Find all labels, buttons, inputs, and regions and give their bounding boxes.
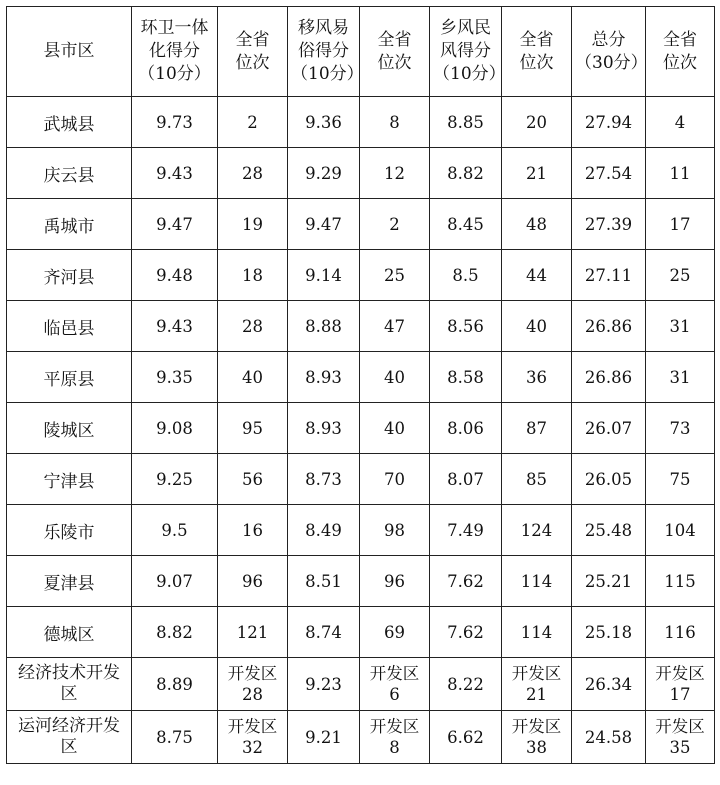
custom-score — [288, 658, 360, 711]
total-score: 27.54 — [572, 148, 646, 199]
header-line: （10分） — [433, 64, 506, 84]
table-row — [7, 352, 715, 403]
total-rank: 116 — [646, 607, 715, 658]
sanitation-score: 9.07 — [132, 556, 218, 607]
county-name — [7, 658, 132, 711]
custom-rank: 98 — [360, 505, 430, 556]
county-name: 齐河县 — [7, 250, 132, 301]
table-row — [7, 199, 715, 250]
custom-score: 9.36 — [288, 97, 360, 148]
folkway-score: 8.45 — [430, 199, 502, 250]
folkway-rank: 40 — [502, 301, 572, 352]
total-rank — [646, 658, 715, 711]
sanitation-rank: 96 — [218, 556, 288, 607]
folkway-score — [430, 658, 502, 711]
sanitation-score: 9.43 — [132, 301, 218, 352]
folkway-rank — [502, 711, 572, 764]
sanitation-score: 9.48 — [132, 250, 218, 301]
custom-score-line: 9.23 — [305, 674, 342, 694]
total-score: 27.39 — [572, 199, 646, 250]
sanitation-score: 9.25 — [132, 454, 218, 505]
header-line: 全省 — [519, 29, 554, 50]
county-name: 庆云县 — [7, 148, 132, 199]
total-score: 25.48 — [572, 505, 646, 556]
ranking-table — [6, 6, 715, 764]
folkway-score-line: 6.62 — [447, 727, 484, 747]
sanitation-rank-line: 开发区 — [227, 717, 278, 736]
county-name: 禹城市 — [7, 199, 132, 250]
sanitation-score — [132, 711, 218, 764]
sanitation-score: 9.08 — [132, 403, 218, 454]
sanitation-rank: 2 — [218, 97, 288, 148]
custom-rank-line: 8 — [389, 738, 400, 757]
sanitation-rank: 28 — [218, 148, 288, 199]
sanitation-rank: 28 — [218, 301, 288, 352]
sanitation-rank: 18 — [218, 250, 288, 301]
custom-score: 8.73 — [288, 454, 360, 505]
sanitation-score: 9.73 — [132, 97, 218, 148]
folkway-rank-line: 21 — [526, 685, 547, 704]
folkway-rank: 48 — [502, 199, 572, 250]
total-score-header — [572, 7, 646, 97]
sanitation-rank: 16 — [218, 505, 288, 556]
total-rank: 75 — [646, 454, 715, 505]
sanitation-rank-line: 32 — [242, 738, 263, 757]
total-rank: 73 — [646, 403, 715, 454]
total-rank-line: 35 — [669, 738, 691, 757]
table-row — [7, 250, 715, 301]
custom-rank: 96 — [360, 556, 430, 607]
county-name: 夏津县 — [7, 556, 132, 607]
total-score: 25.18 — [572, 607, 646, 658]
folkway-rank-line: 开发区 — [511, 717, 562, 736]
table-row — [7, 97, 715, 148]
header-line: 总分 — [591, 29, 626, 50]
folkway-rank — [502, 658, 572, 711]
county-name: 宁津县 — [7, 454, 132, 505]
custom-rank-line: 开发区 — [369, 717, 420, 736]
total-rank: 31 — [646, 301, 715, 352]
custom-rank: 70 — [360, 454, 430, 505]
folkway-score: 8.82 — [430, 148, 502, 199]
total-score: 26.86 — [572, 352, 646, 403]
header-line: 全省 — [377, 29, 412, 50]
county-name-line: 运河经济开发 — [18, 716, 120, 736]
header-line: 俗得分 — [298, 41, 349, 61]
total-score-line: 26.34 — [584, 674, 633, 694]
folkway-score-header — [430, 7, 506, 97]
total-rank: 104 — [646, 505, 715, 556]
sanitation-rank: 40 — [218, 352, 288, 403]
header-line: 风得分 — [440, 41, 491, 61]
total-score: 25.21 — [572, 556, 646, 607]
sanitation-score: 9.5 — [132, 505, 218, 556]
county-name: 乐陵市 — [7, 505, 132, 556]
folkway-score — [430, 711, 502, 764]
total-score: 26.05 — [572, 454, 646, 505]
sanitation-rank — [218, 711, 288, 764]
county-name-line: 经济技术开发 — [18, 663, 120, 683]
table-row — [7, 403, 715, 454]
header-line: 位次 — [235, 52, 270, 73]
folkway-score: 8.07 — [430, 454, 502, 505]
folkway-rank: 36 — [502, 352, 572, 403]
header-line: 化得分 — [149, 41, 200, 61]
folkway-score-line: 8.22 — [447, 674, 484, 694]
folkway-rank: 21 — [502, 148, 572, 199]
total-rank-line: 开发区 — [655, 717, 705, 736]
header-line: 移风易 — [298, 18, 349, 38]
total-rank-line: 开发区 — [655, 664, 705, 683]
header-line: 环卫一体 — [140, 18, 209, 38]
custom-rank: 25 — [360, 250, 430, 301]
total-rank: 25 — [646, 250, 715, 301]
sanitation-rank-header — [218, 7, 288, 97]
sanitation-score: 8.82 — [132, 607, 218, 658]
total-rank-line: 17 — [669, 685, 691, 704]
custom-score: 9.47 — [288, 199, 360, 250]
folkway-score: 8.85 — [430, 97, 502, 148]
folkway-score: 8.06 — [430, 403, 502, 454]
total-score: 26.86 — [572, 301, 646, 352]
sanitation-score: 9.47 — [132, 199, 218, 250]
folkway-rank: 114 — [502, 607, 572, 658]
custom-score-header — [288, 7, 364, 97]
county-name: 临邑县 — [7, 301, 132, 352]
header-line: （10分） — [138, 64, 211, 84]
custom-score-line: 9.21 — [305, 727, 342, 747]
header-line: （30分） — [575, 52, 648, 73]
custom-score — [288, 711, 360, 764]
folkway-rank: 87 — [502, 403, 572, 454]
folkway-rank: 124 — [502, 505, 572, 556]
sanitation-score-line: 8.89 — [156, 674, 193, 694]
total-rank — [646, 711, 715, 764]
table-row — [7, 505, 715, 556]
county-header — [7, 7, 132, 97]
folkway-rank-line: 开发区 — [511, 664, 562, 683]
sanitation-score — [132, 658, 218, 711]
total-rank: 4 — [646, 97, 715, 148]
custom-rank: 40 — [360, 403, 430, 454]
header-line: 县市区 — [43, 41, 95, 61]
total-rank-header — [646, 7, 715, 97]
custom-rank: 40 — [360, 352, 430, 403]
custom-score: 8.49 — [288, 505, 360, 556]
sanitation-rank: 121 — [218, 607, 288, 658]
sanitation-rank-line: 开发区 — [227, 664, 278, 683]
sanitation-rank: 95 — [218, 403, 288, 454]
custom-rank: 2 — [360, 199, 430, 250]
total-score — [572, 711, 646, 764]
county-name: 平原县 — [7, 352, 132, 403]
custom-score: 9.29 — [288, 148, 360, 199]
custom-rank-line: 开发区 — [369, 664, 420, 683]
county-name-line: 区 — [60, 737, 78, 757]
total-score — [572, 658, 646, 711]
header-line: 位次 — [519, 52, 554, 73]
sanitation-rank: 19 — [218, 199, 288, 250]
total-score-line: 24.58 — [584, 727, 633, 747]
custom-rank-line: 6 — [389, 685, 400, 704]
header-line: 位次 — [663, 52, 697, 73]
header-line: 全省 — [235, 29, 270, 50]
total-rank: 31 — [646, 352, 715, 403]
total-rank: 11 — [646, 148, 715, 199]
custom-score: 8.93 — [288, 352, 360, 403]
county-name: 陵城区 — [7, 403, 132, 454]
custom-rank-header — [360, 7, 430, 97]
table-row — [7, 301, 715, 352]
custom-score: 8.88 — [288, 301, 360, 352]
total-score: 27.94 — [572, 97, 646, 148]
table-row — [7, 658, 715, 711]
table-body — [7, 97, 715, 764]
sanitation-score-header — [132, 7, 218, 97]
sanitation-rank: 56 — [218, 454, 288, 505]
folkway-rank: 114 — [502, 556, 572, 607]
folkway-score: 7.62 — [430, 556, 502, 607]
folkway-rank: 20 — [502, 97, 572, 148]
header-line: （10分） — [291, 64, 364, 84]
county-name-line: 区 — [60, 684, 78, 704]
custom-score: 9.14 — [288, 250, 360, 301]
custom-score: 8.51 — [288, 556, 360, 607]
custom-rank: 69 — [360, 607, 430, 658]
sanitation-score: 9.43 — [132, 148, 218, 199]
sanitation-rank-line: 28 — [242, 685, 263, 704]
custom-score: 8.93 — [288, 403, 360, 454]
folkway-rank-header — [502, 7, 572, 97]
folkway-score: 7.49 — [430, 505, 502, 556]
folkway-score: 8.58 — [430, 352, 502, 403]
header-line: 位次 — [377, 52, 412, 73]
folkway-score: 7.62 — [430, 607, 502, 658]
folkway-rank-line: 38 — [526, 738, 547, 757]
header-line: 乡风民 — [440, 18, 491, 38]
table-row — [7, 148, 715, 199]
county-name — [7, 711, 132, 764]
custom-rank — [360, 658, 430, 711]
folkway-rank: 85 — [502, 454, 572, 505]
sanitation-rank — [218, 658, 288, 711]
header-line: 全省 — [663, 29, 697, 50]
county-name: 德城区 — [7, 607, 132, 658]
sanitation-score: 9.35 — [132, 352, 218, 403]
folkway-rank: 44 — [502, 250, 572, 301]
total-rank: 115 — [646, 556, 715, 607]
custom-score: 8.74 — [288, 607, 360, 658]
folkway-score: 8.5 — [430, 250, 502, 301]
custom-rank — [360, 711, 430, 764]
total-rank: 17 — [646, 199, 715, 250]
table-row — [7, 556, 715, 607]
custom-rank: 8 — [360, 97, 430, 148]
custom-rank: 47 — [360, 301, 430, 352]
total-score: 27.11 — [572, 250, 646, 301]
table-row — [7, 607, 715, 658]
folkway-score: 8.56 — [430, 301, 502, 352]
table-row — [7, 454, 715, 505]
total-score: 26.07 — [572, 403, 646, 454]
custom-rank: 12 — [360, 148, 430, 199]
table-row — [7, 711, 715, 764]
sanitation-score-line: 8.75 — [156, 727, 193, 747]
header-row — [7, 7, 715, 97]
county-name: 武城县 — [7, 97, 132, 148]
